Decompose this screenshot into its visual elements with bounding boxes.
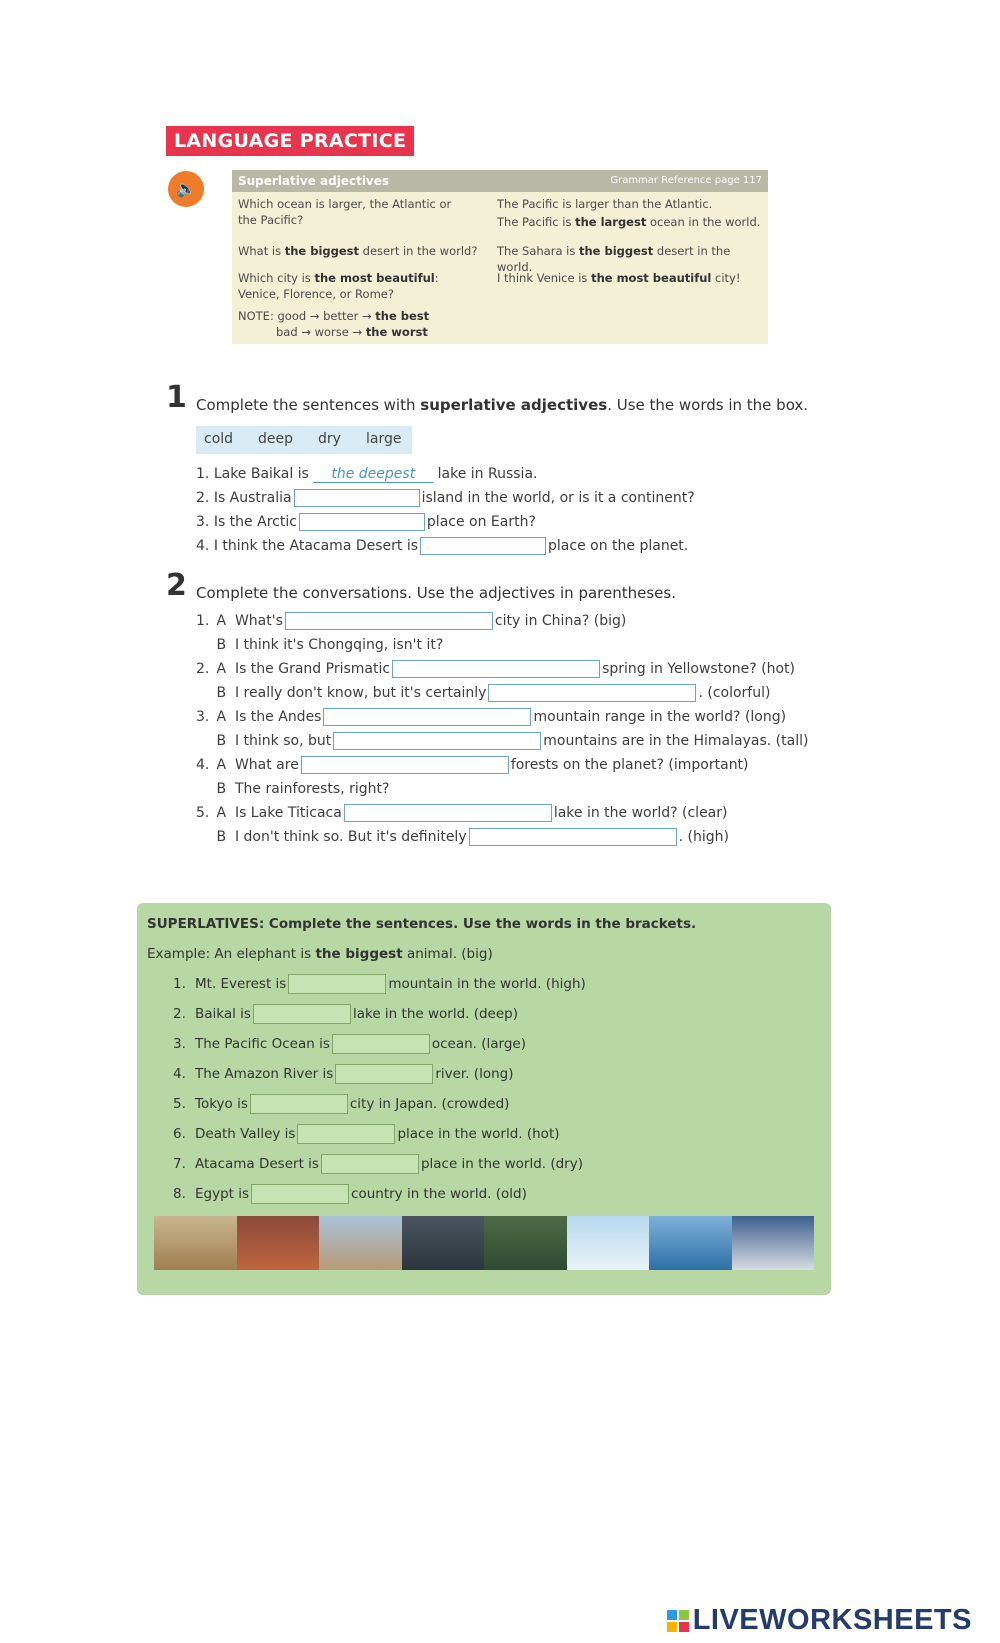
- answer-input[interactable]: [250, 1094, 348, 1114]
- ex2-item: B I think it's Chongqing, isn't it?: [216, 637, 444, 653]
- grammar-answer: The Sahara is the biggest desert in the world.: [497, 244, 731, 274]
- panel-item: 7. Atacama Desert is place in the world. (dry): [173, 1156, 583, 1172]
- tokyo-photo: [402, 1216, 485, 1270]
- grammar-question: Which city is the most beautiful: Venice, Florence, or Rome?: [238, 271, 439, 301]
- grammar-title: Superlative adjectives: [238, 174, 390, 188]
- answer-input[interactable]: [332, 1034, 430, 1054]
- grammar-question: What is the biggest desert in the world?: [238, 244, 478, 258]
- death-valley-photo: [319, 1216, 402, 1270]
- grammar-reference: Grammar Reference page 117: [610, 175, 762, 186]
- word-item: dry: [318, 431, 341, 447]
- ex2-item: 4. A What are forests on the planet? (important): [196, 757, 749, 773]
- answer-input[interactable]: [335, 1064, 433, 1084]
- baikal-photo: [649, 1216, 732, 1270]
- answer-input[interactable]: [469, 828, 677, 846]
- panel-example: Example: An elephant is the biggest animal. (big): [147, 946, 493, 962]
- answer-input[interactable]: [420, 537, 546, 555]
- ex2-item: 2. A Is the Grand Prismatic spring in Yellowstone? (hot): [196, 661, 795, 677]
- ex2-item: B I really don't know, but it's certainly . (colorful): [216, 685, 771, 701]
- grammar-answer: The Pacific is larger than the Atlantic. The Pacific is the largest ocean in the world.: [497, 197, 761, 229]
- pyramids-photo: [154, 1216, 237, 1270]
- panel-item: 5. Tokyo is city in Japan. (crowded): [173, 1096, 510, 1112]
- exercise-title: Complete the sentences with superlative adjectives. Use the words in the box.: [196, 396, 809, 414]
- amazon-photo: [484, 1216, 567, 1270]
- exercise-number: 2: [166, 568, 187, 603]
- answer-input[interactable]: [392, 660, 600, 678]
- answer-input[interactable]: [323, 708, 531, 726]
- word-item: cold: [204, 431, 234, 447]
- answer-text: the deepest: [313, 466, 433, 483]
- red-desert-photo: [237, 1216, 320, 1270]
- panel-title: SUPERLATIVES: Complete the sentences. Use the words in the brackets.: [147, 916, 697, 932]
- answer-input[interactable]: [299, 513, 425, 531]
- pacific-map-photo: [567, 1216, 650, 1270]
- panel-item: 8. Egypt is country in the world. (old): [173, 1186, 527, 1202]
- word-box: [196, 426, 412, 454]
- exercise-title: Complete the conversations. Use the adjectives in parentheses.: [196, 584, 676, 602]
- ex1-item: 3. Is the Arctic place on Earth?: [196, 514, 536, 530]
- answer-input[interactable]: [344, 804, 552, 822]
- grammar-answer: I think Venice is the most beautiful city!: [497, 271, 741, 285]
- ex1-item: 1. Lake Baikal is the deepest lake in Russia.: [196, 466, 538, 482]
- logo-icon: [667, 1610, 689, 1632]
- panel-item: 4. The Amazon River is river. (long): [173, 1066, 514, 1082]
- ex2-item: B The rainforests, right?: [216, 781, 390, 797]
- answer-input[interactable]: [251, 1184, 349, 1204]
- panel-item: 2. Baikal is lake in the world. (deep): [173, 1006, 519, 1022]
- answer-input[interactable]: [488, 684, 696, 702]
- panel-item: 6. Death Valley is place in the world. (hot): [173, 1126, 560, 1142]
- ex1-item: 2. Is Australia island in the world, or is it a continent?: [196, 490, 695, 506]
- grammar-note: NOTE: good → better → the best bad → worse → the worst: [238, 309, 430, 339]
- panel-item: 1. Mt. Everest is mountain in the world. (high): [173, 976, 586, 992]
- answer-input[interactable]: [321, 1154, 419, 1174]
- ex2-item: B I think so, but mountains are in the Himalayas. (tall): [216, 733, 809, 749]
- ex2-item: 5. A Is Lake Titicaca lake in the world? (clear): [196, 805, 728, 821]
- answer-input[interactable]: [294, 489, 420, 507]
- answer-input[interactable]: [288, 974, 386, 994]
- word-item: deep: [258, 431, 293, 447]
- answer-input[interactable]: [301, 756, 509, 774]
- panel-item: 3. The Pacific Ocean is ocean. (large): [173, 1036, 527, 1052]
- answer-input[interactable]: [297, 1124, 395, 1144]
- answer-input[interactable]: [285, 612, 493, 630]
- ex2-item: 1. A What's city in China? (big): [196, 613, 627, 629]
- photo-strip: [154, 1216, 814, 1270]
- liveworksheets-logo[interactable]: LIVEWORKSHEETS: [667, 1604, 972, 1637]
- section-title: LANGUAGE PRACTICE: [166, 126, 414, 156]
- exercise-number: 1: [166, 380, 187, 415]
- answer-input[interactable]: [333, 732, 541, 750]
- grammar-header: [232, 170, 768, 192]
- word-item: large: [366, 431, 402, 447]
- grammar-question: Which ocean is larger, the Atlantic or the Pacific?: [238, 197, 452, 227]
- speaker-icon[interactable]: 🔈: [168, 171, 204, 207]
- ex2-item: 3. A Is the Andes mountain range in the world? (long): [196, 709, 787, 725]
- ex1-item: 4. I think the Atacama Desert is place on the planet.: [196, 538, 689, 554]
- grammar-box: [232, 170, 768, 344]
- answer-input[interactable]: [253, 1004, 351, 1024]
- everest-photo: [732, 1216, 815, 1270]
- ex2-item: B I don't think so. But it's definitely . (high): [216, 829, 729, 845]
